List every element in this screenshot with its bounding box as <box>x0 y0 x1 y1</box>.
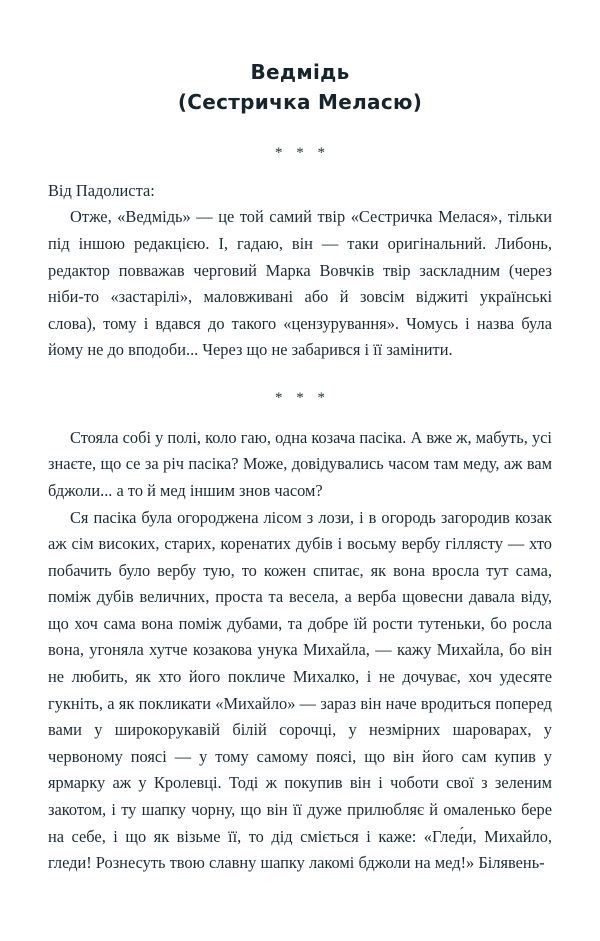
editor-note-block <box>48 178 552 364</box>
page-subtitle: (Сестричка Меласю) <box>177 90 423 115</box>
story-block <box>48 425 552 877</box>
page-title: Ведмідь <box>250 60 350 84</box>
story-paragraph-2: Ся пасіка була огороджена лісом з лози, і в огородь загородив козак аж сім високих, старих, коренатих дубів і восьму вербу гіллясту — хто побачить було вербу тую, то кожен спитає, як вона вросла тут сама, поміж дубів величних, проста та весела, а верба щовесни давала віду, що хоч сама вона поміж дубами, та добре їй рости тутеньки, бо росла вона, угоняла хутче козакова унука Михайла, — кажу Михайла, бо він не любить, як хто його покличе Михалко, і не дочуває, хоч удесяте гукніть, а як покликати «Михайло» — зараз він наче вродиться поперед вами у широкорукавій білій сорочці, у незмірних шароварах, у червоному поясі — у тому самому поясі, що він його сам купив у ярмарку аж у Кролевці. Тоді ж покупив він і чоботи свої з зеленим закотом, і ту шапку чорну, що він її дуже прилюбляє й омаленько бере на себе, і що як візьме її, то дід сміється і каже: «Глед́и, Михайло, гледи! Рознесуть твою славну шапку лакомі бджоли на мед!» Білявень- <box>48 507 552 873</box>
story-paragraph-1: Стояла собі у полі, коло гаю, одна козача пасіка. А вже ж, мабуть, усі знаєте, що се за річ пасіка? Може, довідувались часом там меду, аж вам бджоли... а то й мед іншим знов часом? <box>48 427 552 500</box>
editor-note-label: Від Падолиста: <box>48 180 155 200</box>
editor-note-paragraph: Отже, «Ведмідь» — це той самий твір «Сестричка Мелася», тільки під іншою редакцією. І, гадаю, він — таки оригінальний. Либонь, редактор повважав черговий Марка Вовчків твір заскладним (через ніби-то «застарілі», маловживані або й зовсім віджиті українські слова), тому і вдався до такого «цензурування». Чомусь і назва була йому не до вподоби... Через що не забарився і її замінити. <box>48 207 552 360</box>
section-divider-top: * * * <box>275 144 330 161</box>
section-divider-middle: * * * <box>275 389 330 406</box>
page-title-block <box>48 58 552 117</box>
